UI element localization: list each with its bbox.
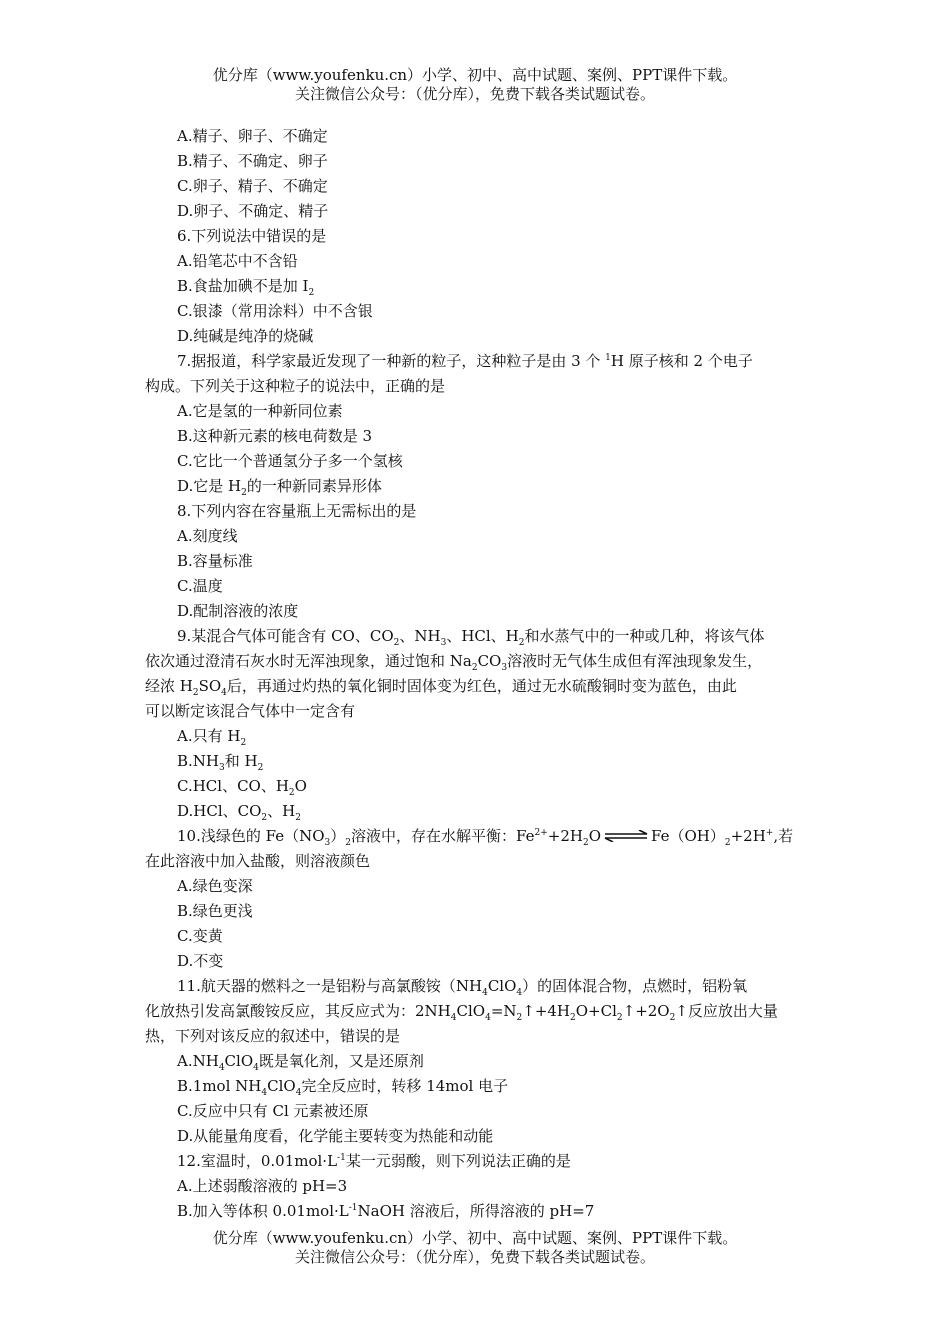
q11-stem: 11.航天器的燃料之一是铝粉与高氯酸铵$(NH_4ClO_4)$的固体混合物，点燃时，铝粉氧 bbox=[177, 977, 748, 998]
page-footer bbox=[0, 1229, 950, 1267]
q7-option-a: A.它是氢的一种新同位素 bbox=[177, 402, 343, 420]
q6-option-d: D.纯碱是纯净的烧碱 bbox=[177, 327, 314, 345]
q9-option-a: A.只有 $H_2$ bbox=[177, 727, 247, 748]
footer-line-2: 关注微信公众号：（优分库），免费下载各类试题试卷。 bbox=[294, 1248, 655, 1266]
q8-option-b: B.容量标准 bbox=[177, 552, 253, 570]
q10-option-d: D.不变 bbox=[177, 952, 224, 970]
q6-stem: 6.下列说法中错误的是 bbox=[177, 227, 327, 245]
q10-stem-line-2: 在此溶液中加入盐酸，则溶液颜色 bbox=[145, 852, 371, 870]
page-header bbox=[0, 66, 950, 104]
q11-option-d: D.从能量角度看，化学能主要转变为热能和动能 bbox=[177, 1127, 494, 1145]
q7-option-d: D.它是 $H_2$的一种新同素异形体 bbox=[177, 477, 382, 498]
q6-option-a: A.铅笔芯中不含铅 bbox=[177, 252, 298, 270]
q12-option-a: A.上述弱酸溶液的 pH=3 bbox=[177, 1177, 348, 1195]
q9-stem-line-4: 可以断定该混合气体中一定含有 bbox=[145, 702, 356, 720]
q8-option-d: D.配制溶液的浓度 bbox=[177, 602, 299, 620]
q5-option-d: D.卵子、不确定、精子 bbox=[177, 202, 329, 220]
header-line-2: 关注微信公众号：（优分库），免费下载各类试题试卷。 bbox=[294, 85, 655, 103]
q9-option-d: D.HCl、$CO_2$、$H_2$ bbox=[177, 802, 301, 823]
equilibrium-arrow-icon bbox=[601, 825, 651, 850]
q8-option-c: C.温度 bbox=[177, 577, 223, 595]
q7-stem: 7.据报道，科学家最近发现了一种新的粒子，这种粒子是由 3 个 $^1$H 原子核和 2 个电子 bbox=[177, 352, 753, 370]
q7-stem-continued: 构成。下列关于这种粒子的说法中，正确的是 bbox=[145, 377, 446, 395]
q6-option-c: C.银漆（常用涂料）中不含银 bbox=[177, 302, 373, 320]
q7-option-c: C.它比一个普通氢分子多一个氢核 bbox=[177, 452, 403, 470]
q11-stem-line-3: 热，下列对该反应的叙述中，错误的是 bbox=[145, 1027, 401, 1045]
q11-option-a: $A.NH_4ClO_4$既是氧化剂，又是还原剂 bbox=[177, 1052, 424, 1073]
q11-stem-line-2: 化放热引发高氯酸铵反应，其反应式为：$2NH_4ClO_4=N_2↑+4H_2O+Cl_2↑+2O_2↑$反应放出大量 bbox=[145, 1002, 778, 1023]
q10-option-b: B.绿色更浅 bbox=[177, 902, 253, 920]
q10-option-c: C.变黄 bbox=[177, 927, 223, 945]
footer-line-1: 优分库（www.youfenku.cn）小学、初中、高中试题、案例、PPT课件下载。 bbox=[212, 1229, 738, 1247]
header-line-1: 优分库（www.youfenku.cn）小学、初中、高中试题、案例、PPT课件下载。 bbox=[212, 66, 738, 84]
q9-option-b: $B.NH_3$和 $H_2$ bbox=[177, 752, 264, 773]
q5-option-b: B.精子、不确定、卵子 bbox=[177, 152, 328, 170]
q5-option-a: A.精子、卵子、不确定 bbox=[177, 127, 328, 145]
q6-option-b: B.食盐加碘不是加 $I_2$ bbox=[177, 277, 315, 298]
q12-option-b: B.加入等体积 $0.01mol\cdot L^{-1}NaOH$ 溶液后，所得溶液的 pH=7 bbox=[177, 1202, 595, 1220]
q11-option-c: C.反应中只有 Cl 元素被还原 bbox=[177, 1102, 369, 1120]
q7-option-b: B.这种新元素的核电荷数是 3 bbox=[177, 427, 373, 445]
q9-stem-line-3: 经浓 $H_2SO_4$后，再通过灼热的氧化铜时固体变为红色，通过无水硫酸铜时变为蓝色，由此 bbox=[145, 677, 737, 698]
q11-option-b: B.1mol $NH_4ClO_4$完全反应时，转移 14mol 电子 bbox=[177, 1077, 509, 1098]
q10-option-a: A.绿色变深 bbox=[177, 877, 253, 895]
q10-stem: 10.浅绿色的 $Fe(NO_3)_2$溶液中，存在水解平衡：$Fe^{2+}+2H_2O$ $Fe(OH)_2+2H^+$,若 bbox=[145, 824, 809, 849]
q9-stem: 9.某混合气体可能含有 CO、$CO_2$、$NH_3$、HCl、$H_2$和水蒸气中的一种或几种，将该气体 bbox=[177, 627, 765, 648]
question-content bbox=[145, 124, 809, 1224]
q9-option-c: C.HCl、CO、$H_2O$ bbox=[177, 777, 307, 798]
q8-option-a: A.刻度线 bbox=[177, 527, 238, 545]
q12-stem: 12.室温时，$0.01mol\cdot L^{-1}$某一元弱酸，则下列说法正确的是 bbox=[177, 1152, 571, 1170]
q5-option-c: C.卵子、精子、不确定 bbox=[177, 177, 328, 195]
q8-stem: 8.下列内容在容量瓶上无需标出的是 bbox=[177, 502, 417, 520]
q9-stem-line-2: 依次通过澄清石灰水时无浑浊现象，通过饱和 $Na_2CO_3$溶液时无气体生成但有浑浊现象发生， bbox=[145, 652, 763, 673]
